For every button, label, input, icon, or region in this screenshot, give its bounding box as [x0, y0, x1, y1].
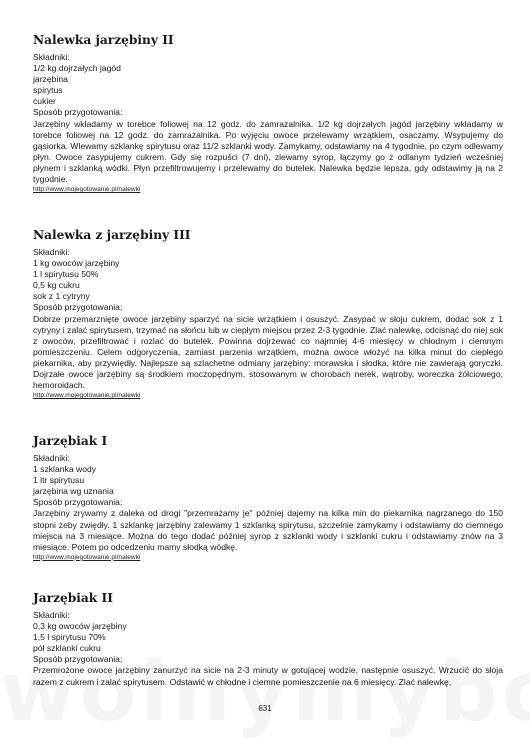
- ingredient-item: sok z 1 cytryny: [33, 291, 90, 302]
- method-text: Jarzębiny wkładamy w torebce foliowej na 12 godz. do zamrażalnika. 1/2 kg dojrzałych jagód jarzębiny wkładamy w torebce foliowej na 12 godz. do zamrażalnika. Po wyjęciu owoce przelewamy wrzątkiem, osaczamy. Wsypujemy do gąsiorka. Wlewamy szklankę spirytusu oraz 11/2 szklanki wody. Zamykamy, odstawiamy na 4 tygodnie, po czym odlewamy płyn. Owoce zasypujemy cukrem. Gdy się rozpuści (7 dni), zlewamy syrop, łączymy go z odlanym tydzień wcześniej płynem i szklanką wódki. Płyn przefiltrowujemy i przelewamy do butelek. Nalewka będzie lepsza, gdy odstawimy ją na 2 tygodnie.: [33, 118, 503, 185]
- ingredient-item: 1,5 l spirytusu 70%: [33, 632, 106, 643]
- ingredients-header: Składniki:: [33, 610, 70, 620]
- method-header: Sposób przygotowania:: [33, 497, 123, 508]
- ingredient-item: 1/2 kg dojrzałych jagód: [33, 63, 121, 74]
- method-header: Sposób przygotowania:: [33, 302, 123, 313]
- method-header: Sposób przygotowania:: [33, 107, 123, 118]
- page-number: 631: [258, 704, 272, 713]
- method-text: Dobrze przemarznięte owoce jarzębiny sparzyć na sicie wrzątkiem i osuszyć. Zasypać w słoju cukrem, dodać sok z 1 cytryny i zalać spirytusem, trzymać na słońcu lub w ciepłym miejscu przez 2-3 tygodnie. Zlać nalewkę, odcisnąć do niej sok z owoców, przefiltrować i rozlać do butelek. Powinna dojrzewać co najmniej 4-6 miesięcy w chłodnym i ciemnym pomieszczeniu. Celem odgoryczenia, zamiast parzenia wrzątkiem, można owoce włożyć na kilka minut do ciepłego piekarnika, aby przywiędły. Najlepsze są szlachetne odmiany jarzębiny: morawska i słodka, które nie zawierają goryczki. Dojrzałe owoce jarzębiny są środkiem moczopędnym, stosowanym w chorobach nerek, wątroby, woreczka żółciowego, hemoroidach.: [33, 313, 503, 391]
- recipe-title: Jarzębiak I: [33, 434, 108, 448]
- ingredient-item: 0,3 kg owoców jarzębiny: [33, 621, 127, 632]
- ingredient-item: jarzębina wg uznania: [33, 486, 114, 497]
- source-link[interactable]: http://www.mojegotowanie.pl/nalewki: [33, 186, 141, 194]
- recipe-nalewka-z-jarzebiny-iii: [33, 228, 503, 400]
- ingredient-item: 1 l spirytusu 50%: [33, 269, 99, 280]
- ingredient-item: 1 ltr spirytusu: [33, 475, 85, 486]
- recipe-nalewka-jarzebiny-ii: [33, 33, 503, 194]
- ingredients-header: Składniki:: [33, 52, 70, 62]
- recipe-title: Nalewka jarzębiny II: [33, 33, 174, 47]
- method-text: Jarzębiny zrywamy z daleka od drogi "przemrażamy je" później dajemy na kilka min do piekarnika nagrzanego do 150 stopni żeby zwiędły. 1 szklankę jarzębiny zalewamy 1 szklanką spirytusu, szczelnie zamykamy i odstawiamy do ciemnego miejsca na 3 miesiące. Można do tego dodać później syrop z szklanki wody i szklanki cukru i odstawiamy znów na 3 miesiące. Potem po odcedzeniu mamy słodką wódkę.: [33, 508, 503, 552]
- source-link[interactable]: http://www.mojegotowanie.pl/nalewki: [33, 553, 141, 561]
- recipe-jarzebiak-i: [33, 434, 503, 562]
- recipe-title: Nalewka z jarzębiny III: [33, 228, 191, 242]
- ingredient-item: 0,5 kg cukru: [33, 280, 80, 291]
- ingredient-item: 1 szklanka wody: [33, 464, 97, 475]
- ingredient-item: spirytus: [33, 85, 63, 96]
- method-text: Przemrożone owoce jarzębiny zanurzyć na sicie na 2-3 minuty w gotującej wodzie, następnie osuszyć. Wrzucić do słoja razem z cukrem i zalać spirytusem. Odstawić w chłodne i ciemne pomieszczenie na 6 miesięcy. Zlać nalewkę,: [33, 665, 503, 687]
- ingredient-item: 1 kg owoców jarzębiny: [33, 258, 120, 269]
- method-header: Sposób przygotowania:: [33, 654, 123, 665]
- recipe-jarzebiak-ii: [33, 591, 503, 688]
- ingredients-header: Składniki:: [33, 453, 70, 463]
- ingredients-header: Składniki:: [33, 247, 70, 257]
- ingredient-item: pół szklanki cukru: [33, 643, 101, 654]
- ingredient-item: jarzębina: [33, 74, 68, 85]
- ingredient-item: cukier: [33, 96, 56, 107]
- source-link[interactable]: http://www.mojegotowanie.pl/nalewki: [33, 392, 141, 400]
- recipe-title: Jarzębiak II: [33, 591, 113, 605]
